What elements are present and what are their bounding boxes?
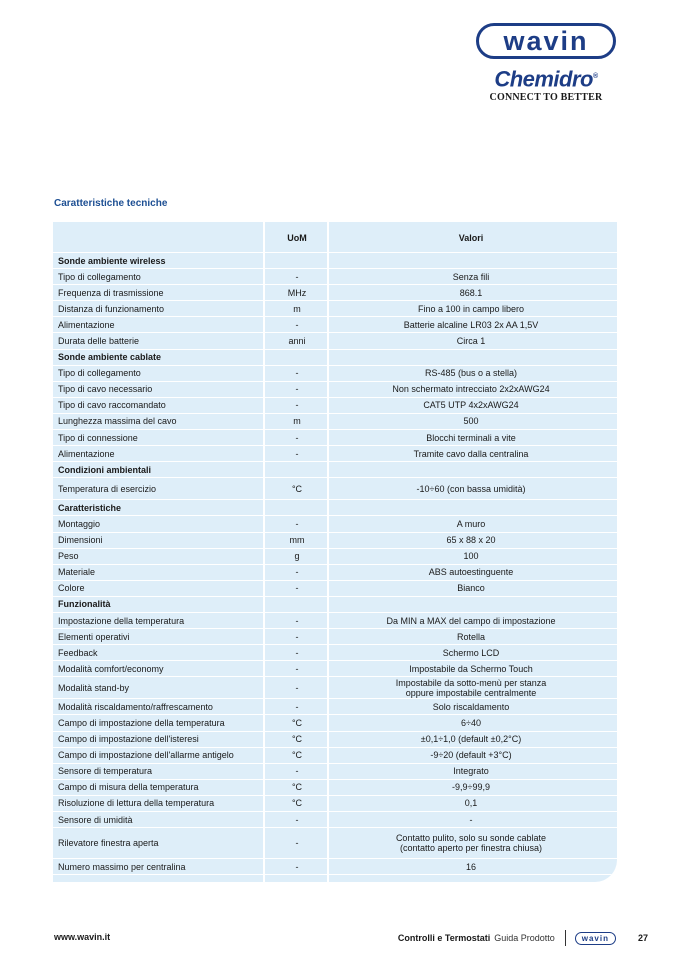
table-section-row	[53, 350, 617, 366]
row-label: Numero massimo per centralina	[58, 861, 186, 872]
table-row	[53, 581, 617, 597]
row-label: Materiale	[58, 567, 96, 578]
footer-right	[398, 928, 648, 948]
row-value: Circa 1	[456, 336, 486, 347]
row-uom: °C	[291, 717, 303, 728]
row-uom: °C	[291, 483, 303, 494]
table-row	[53, 677, 617, 699]
row-uom: g	[294, 551, 300, 562]
row-label: Lunghezza massima del cavo	[58, 416, 177, 427]
row-value: 65 x 88 x 20	[446, 535, 496, 546]
row-value: Non schermato intrecciato 2x2xAWG24	[392, 384, 550, 395]
table-row	[53, 859, 617, 875]
row-value: Tramite cavo dalla centralina	[413, 448, 529, 459]
table-row	[53, 715, 617, 731]
table-section-row	[53, 500, 617, 516]
row-label: Tipo di collegamento	[58, 368, 141, 379]
row-label: Colore	[58, 583, 85, 594]
row-value: -10÷60 (con bassa umidità)	[416, 483, 526, 494]
table-row	[53, 780, 617, 796]
footer-wavin-logo: wavin	[575, 932, 616, 945]
row-label: Elementi operativi	[58, 631, 130, 642]
row-uom: mm	[289, 535, 305, 546]
table-row	[53, 317, 617, 333]
row-value: Contatto pulito, solo su sonde cablate (contatto aperto per finestra chiusa)	[395, 833, 547, 854]
section-label: Condizioni ambientali	[58, 464, 152, 475]
row-label: Alimentazione	[58, 448, 115, 459]
table-row	[53, 301, 617, 317]
table-row	[53, 414, 617, 430]
specs-table	[53, 222, 617, 882]
row-uom: -	[295, 766, 299, 777]
row-label: Sensore di temperatura	[58, 766, 153, 777]
row-uom: anni	[288, 336, 306, 347]
row-value: -	[469, 814, 473, 825]
row-value: A muro	[456, 518, 486, 529]
row-uom: -	[295, 448, 299, 459]
row-label: Campo di misura della temperatura	[58, 782, 199, 793]
row-label: Rilevatore finestra aperta	[58, 838, 159, 849]
table-row	[53, 533, 617, 549]
row-label: Tipo di connessione	[58, 432, 138, 443]
chemidro-text: Chemidro	[494, 66, 593, 92]
row-label: Alimentazione	[58, 319, 115, 330]
row-uom: °C	[291, 782, 303, 793]
row-label: Tipo di cavo raccomandato	[58, 400, 166, 411]
row-uom: -	[295, 400, 299, 411]
row-uom: -	[295, 663, 299, 674]
row-uom: -	[295, 583, 299, 594]
table-row	[53, 516, 617, 532]
brand-logo	[474, 23, 618, 103]
table-row	[53, 366, 617, 382]
table-row	[53, 629, 617, 645]
row-value: Blocchi terminali a vite	[426, 432, 516, 443]
row-uom: -	[295, 319, 299, 330]
row-uom: -	[295, 682, 299, 693]
row-value: Impostabile da sotto-menù per stanza oppure impostabile centralmente	[395, 677, 547, 698]
row-value: ±0,1÷1,0 (default ±0,2°C)	[420, 734, 522, 745]
row-label: Montaggio	[58, 518, 101, 529]
row-value: Fino a 100 in campo libero	[417, 303, 525, 314]
registered-mark: ®	[593, 73, 598, 80]
row-value: 0,1	[464, 798, 478, 809]
row-label: Sensore di umidità	[58, 814, 133, 825]
row-uom: -	[295, 384, 299, 395]
row-uom: -	[295, 615, 299, 626]
table-row	[53, 645, 617, 661]
chemidro-logo	[474, 65, 618, 91]
section-label: Sonde ambiente cablate	[58, 352, 162, 363]
row-uom: -	[295, 814, 299, 825]
table-row	[53, 382, 617, 398]
row-label: Dimensioni	[58, 535, 103, 546]
row-uom: -	[295, 567, 299, 578]
row-value: RS-485 (bus o a stella)	[424, 368, 518, 379]
row-label: Tipo di cavo necessario	[58, 384, 153, 395]
table-row	[53, 398, 617, 414]
table-row	[53, 732, 617, 748]
row-uom: -	[295, 701, 299, 712]
row-value: Solo riscaldamento	[432, 701, 510, 712]
row-uom: m	[293, 303, 301, 314]
wavin-logo-text: wavin	[503, 25, 589, 56]
section-label: Caratteristiche	[58, 502, 122, 513]
footer-doc-title: Controlli e Termostati	[397, 933, 491, 943]
footer-separator	[565, 930, 566, 946]
row-uom: °C	[291, 750, 303, 761]
row-uom: -	[295, 631, 299, 642]
table-row	[53, 748, 617, 764]
tagline: CONNECT TO BETTER	[489, 92, 603, 104]
header-uom: UoM	[287, 232, 307, 243]
row-label: Temperatura di esercizio	[58, 483, 157, 494]
footer-doc-subtitle: Guida Prodotto	[494, 933, 555, 943]
row-value: Impostabile da Schermo Touch	[409, 663, 533, 674]
table-section-row	[53, 253, 617, 269]
row-value: Schermo LCD	[442, 647, 500, 658]
row-label: Modalità riscaldamento/raffrescamento	[58, 701, 213, 712]
row-value: 100	[463, 551, 479, 562]
row-label: Durata delle batterie	[58, 336, 140, 347]
row-value: Rotella	[456, 631, 485, 642]
row-value: Senza fili	[452, 271, 490, 282]
table-row	[53, 699, 617, 715]
table-row	[53, 764, 617, 780]
row-label: Campo di impostazione della temperatura	[58, 717, 225, 728]
section-label: Sonde ambiente wireless	[58, 255, 166, 266]
row-uom: -	[295, 647, 299, 658]
row-uom: °C	[291, 734, 303, 745]
table-header-row	[53, 222, 617, 253]
table-row	[53, 446, 617, 462]
row-label: Peso	[58, 551, 79, 562]
row-label: Tipo di collegamento	[58, 271, 141, 282]
table-row	[53, 613, 617, 629]
row-value: 16	[465, 861, 476, 872]
row-label: Risoluzione di lettura della temperatura	[58, 798, 215, 809]
table-row	[53, 828, 617, 859]
row-value: CAT5 UTP 4x2xAWG24	[423, 400, 519, 411]
table-row	[53, 478, 617, 500]
row-value: -9,9÷99,9	[452, 782, 490, 793]
row-label: Frequenza di trasmissione	[58, 287, 164, 298]
row-value: ABS autoestinguente	[428, 567, 514, 578]
row-label: Modalità comfort/economy	[58, 663, 164, 674]
row-uom: -	[295, 432, 299, 443]
table-row	[53, 269, 617, 285]
row-uom: -	[295, 518, 299, 529]
table-section-row	[53, 462, 617, 478]
row-value: 868.1	[459, 287, 483, 298]
row-value: -9÷20 (default +3°C)	[430, 750, 512, 761]
header-value: Valori	[458, 232, 484, 243]
row-label: Distanza di funzionamento	[58, 303, 165, 314]
page-number: 27	[637, 933, 648, 943]
wavin-logo	[476, 23, 616, 59]
row-value: 6÷40	[461, 717, 481, 728]
row-value: Integrato	[453, 766, 489, 777]
row-value: Bianco	[457, 583, 485, 594]
table-row	[53, 430, 617, 446]
row-label: Impostazione della temperatura	[58, 615, 185, 626]
table-row	[53, 285, 617, 301]
table-row	[53, 796, 617, 812]
row-uom: -	[295, 368, 299, 379]
section-title: Caratteristiche tecniche	[54, 198, 168, 209]
table-row	[53, 812, 617, 828]
row-label: Modalità stand-by	[58, 682, 130, 693]
section-label: Funzionalità	[58, 599, 111, 610]
row-label: Campo di impostazione dell'isteresi	[58, 734, 199, 745]
row-uom: -	[295, 838, 299, 849]
table-row	[53, 565, 617, 581]
table-body	[53, 222, 617, 875]
row-value: Da MIN a MAX del campo di impostazione	[386, 615, 556, 626]
table-row	[53, 333, 617, 349]
table-section-row	[53, 597, 617, 613]
footer-url[interactable]: www.wavin.it	[54, 932, 111, 942]
row-value: Batterie alcaline LR03 2x AA 1,5V	[403, 319, 539, 330]
row-value: 500	[463, 416, 479, 427]
row-label: Campo di impostazione dell'allarme antigelo	[58, 750, 234, 761]
table-row	[53, 549, 617, 565]
row-uom: m	[293, 416, 301, 427]
footer	[0, 928, 678, 948]
row-uom: °C	[291, 798, 303, 809]
row-uom: -	[295, 861, 299, 872]
table-row	[53, 661, 617, 677]
row-uom: MHz	[287, 287, 307, 298]
row-uom: -	[295, 271, 299, 282]
row-label: Feedback	[58, 647, 98, 658]
